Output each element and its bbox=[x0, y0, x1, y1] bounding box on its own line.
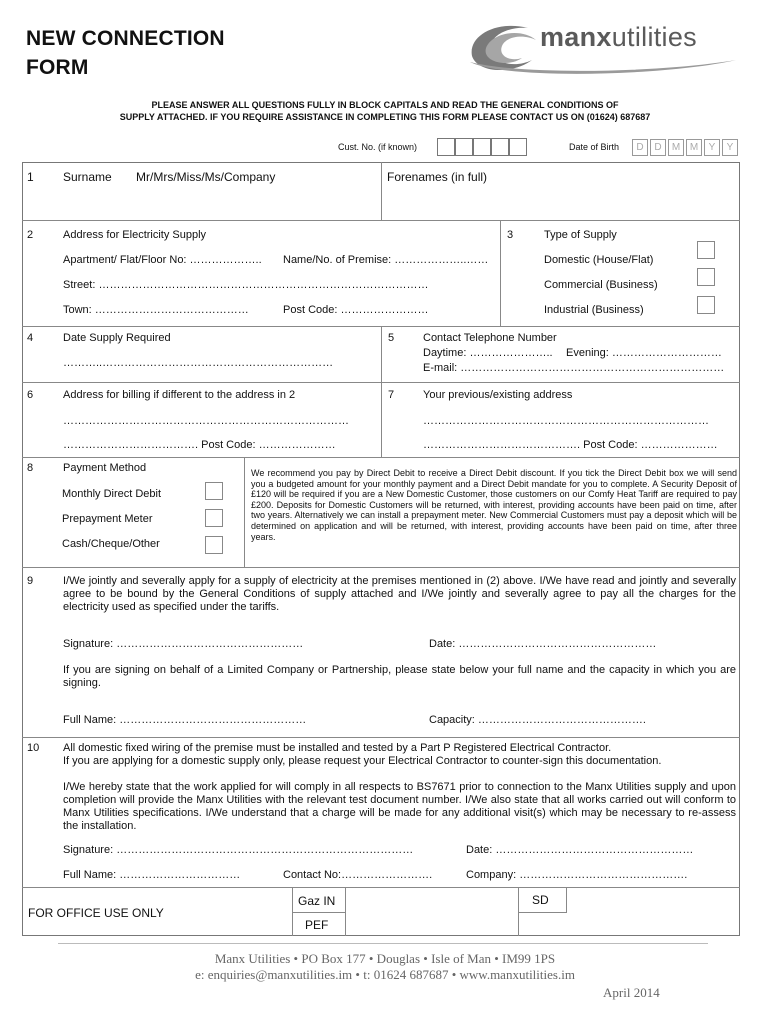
surname-label: Surname bbox=[63, 170, 112, 184]
divider bbox=[22, 220, 740, 221]
billing-address-field[interactable]: …………………………………………………………………… bbox=[63, 415, 349, 427]
signature-field[interactable]: Signature: …………………………………………… bbox=[63, 638, 304, 650]
cust-no-box[interactable] bbox=[437, 138, 455, 156]
section-number: 9 bbox=[27, 575, 34, 587]
cust-no-box[interactable] bbox=[509, 138, 527, 156]
industrial-label: Industrial (Business) bbox=[544, 304, 644, 316]
supply-address-label: Address for Electricity Supply bbox=[63, 229, 207, 241]
billing-address-label: Address for billing if different to the address in 2 bbox=[63, 389, 296, 401]
cust-no-box[interactable] bbox=[473, 138, 491, 156]
divider bbox=[22, 737, 740, 738]
compliance-statement: I/We hereby state that the work applied for will comply in all respects to BS7671 prior to connection to the Manx Utilities supply and upon completion will provide the Manx Utilities with the relevant test document number. I/We also state that all works carried out will conform to Manx Utilities specifications. I/We understand that a charge will be made for any additional visit(s) which may be necessary to re-assess the installation. bbox=[63, 781, 736, 832]
contractor-signature-field[interactable]: Signature: ……………………………………………………………………… bbox=[63, 844, 414, 856]
industrial-checkbox[interactable] bbox=[697, 296, 715, 314]
instructions bbox=[60, 99, 710, 123]
contractor-contact-field[interactable]: Contact No:……………………. bbox=[283, 869, 433, 881]
commercial-label: Commercial (Business) bbox=[544, 279, 658, 291]
forenames-label: Forenames (in full) bbox=[387, 170, 488, 184]
dob-box[interactable]: Y bbox=[722, 139, 738, 156]
title-options: Mr/Mrs/Miss/Ms/Company bbox=[136, 170, 276, 184]
previous-postcode-field[interactable]: ……………………………………. Post Code: ………………… bbox=[423, 439, 718, 451]
section-number: 2 bbox=[27, 229, 34, 241]
previous-address-field[interactable]: …………………………………………………………………… bbox=[423, 415, 709, 427]
date-field[interactable]: Date: ……………………………………………… bbox=[429, 638, 657, 650]
wiring-notice: All domestic fixed wiring of the premise must be installed and tested by a Part P Registered Electrical Contractor. bbox=[63, 742, 612, 754]
brand-bold: manx bbox=[540, 22, 612, 52]
section-number: 8 bbox=[27, 462, 34, 474]
section-number: 4 bbox=[27, 332, 34, 344]
sd-label: SD bbox=[532, 893, 549, 907]
payment-method-label: Payment Method bbox=[63, 462, 147, 474]
street-field[interactable]: Street: ……………………………………………………………………………… bbox=[63, 279, 429, 291]
divider bbox=[244, 457, 245, 567]
divider bbox=[381, 162, 382, 220]
divider bbox=[518, 912, 566, 913]
brand-rest: utilities bbox=[611, 22, 697, 52]
email-field[interactable]: E-mail: ……………………………………………………………… bbox=[423, 362, 725, 374]
full-name-field[interactable]: Full Name: …………………………………………… bbox=[63, 714, 307, 726]
postcode-field[interactable]: Post Code: …………………… bbox=[283, 304, 429, 316]
section-number: 5 bbox=[388, 332, 395, 344]
countersign-notice: If you are applying for a domestic supply only, please request your Electrical Contractor to counter-sign this documentation. bbox=[63, 755, 662, 767]
divider bbox=[292, 912, 346, 913]
instructions-line1: PLEASE ANSWER ALL QUESTIONS FULLY IN BLOCK CAPITALS AND READ THE GENERAL CONDITIONS OF bbox=[151, 100, 619, 110]
contractor-date-field[interactable]: Date: ……………………………………………… bbox=[466, 844, 694, 856]
direct-debit-note: We recommend you pay by Direct Debit to receive a Direct Debit discount. If you tick the Direct Debit box we will send you a budgeted amount for your monthly payment and a Direct Debit mandate for you to complete. A Security Deposit of £120 will be required if you are a New Domestic Customer, those customers on our Comfy Heat Tariff are required to pay £200. Deposits for Domestic Customers will be returned, with interest, providing accounts have been paid on time, after two years. Alternatively we can install a prepayment meter. New Commercial Customers must pay a deposit which will be determined on application and will be returned, with interest, providing accounts have been paid on time, after three years. bbox=[251, 468, 737, 542]
town-field[interactable]: Town: …………………………………… bbox=[63, 304, 249, 316]
footer-date: April 2014 bbox=[603, 985, 660, 1000]
prepayment-checkbox[interactable] bbox=[205, 509, 223, 527]
divider bbox=[566, 887, 567, 913]
form-title-line1: NEW CONNECTION bbox=[26, 27, 225, 50]
section-number: 3 bbox=[507, 229, 514, 241]
section-number: 10 bbox=[27, 742, 40, 754]
capacity-field[interactable]: Capacity: ………………………………………. bbox=[429, 714, 646, 726]
daytime-field[interactable]: Daytime: ………………….. bbox=[423, 347, 553, 359]
previous-address-label: Your previous/existing address bbox=[423, 389, 573, 401]
divider bbox=[22, 567, 740, 568]
contact-phone-label: Contact Telephone Number bbox=[423, 332, 557, 344]
apartment-field[interactable]: Apartment/ Flat/Floor No: ……………….. bbox=[63, 254, 262, 266]
dob-label: Date of Birth bbox=[569, 142, 620, 152]
dob-box[interactable]: Y bbox=[704, 139, 720, 156]
dob-box[interactable]: D bbox=[632, 139, 648, 156]
dob-box[interactable]: M bbox=[668, 139, 684, 156]
divider bbox=[22, 887, 740, 888]
prepayment-label: Prepayment Meter bbox=[62, 513, 153, 525]
divider bbox=[381, 326, 382, 457]
office-use-label: FOR OFFICE USE ONLY bbox=[28, 906, 164, 920]
contractor-name-field[interactable]: Full Name: …………………………… bbox=[63, 869, 241, 881]
direct-debit-label: Monthly Direct Debit bbox=[62, 488, 162, 500]
date-required-label: Date Supply Required bbox=[63, 332, 171, 344]
instructions-line2: SUPPLY ATTACHED. IF YOU REQUIRE ASSISTANCE IN COMPLETING THIS FORM PLEASE CONTACT US ON (01624) 687687 bbox=[119, 112, 651, 122]
domestic-checkbox[interactable] bbox=[697, 241, 715, 259]
commercial-checkbox[interactable] bbox=[697, 268, 715, 286]
date-required-field[interactable]: ………..……………………………………………………… bbox=[63, 357, 334, 369]
agreement-text: I/We jointly and severally apply for a supply of electricity at the premises mentioned in (2) above. I/We have read and jointly and severally agree to be bound by the General Conditions of supply attached and I/We jointly and severally agree to pay all the charges for the electricity used as specified under the tariffs. bbox=[63, 575, 736, 613]
footer-rule bbox=[58, 943, 708, 944]
gaz-in-label: Gaz IN bbox=[298, 894, 336, 908]
section-number: 1 bbox=[27, 170, 34, 184]
direct-debit-checkbox[interactable] bbox=[205, 482, 223, 500]
billing-postcode-field[interactable]: ………………………………. Post Code: ………………… bbox=[63, 439, 336, 451]
form-title bbox=[26, 24, 225, 82]
cust-no-box[interactable] bbox=[491, 138, 509, 156]
brand-name bbox=[540, 22, 697, 53]
company-note: If you are signing on behalf of a Limited Company or Partnership, please state below your full name and the capacity in which you are signing. bbox=[63, 664, 736, 689]
contractor-company-field[interactable]: Company: ………………………………………. bbox=[466, 869, 688, 881]
cash-checkbox[interactable] bbox=[205, 536, 223, 554]
evening-field[interactable]: Evening: ………………………… bbox=[566, 347, 722, 359]
footer-address: Manx Utilities • PO Box 177 • Douglas • Isle of Man • IM99 1PS bbox=[214, 951, 556, 966]
domestic-label: Domestic (House/Flat) bbox=[544, 254, 654, 266]
section-number: 7 bbox=[388, 389, 395, 401]
footer-contact: e: enquiries@manxutilities.im • t: 01624 687687 • www.manxutilities.im bbox=[195, 967, 575, 982]
divider bbox=[500, 220, 501, 326]
pef-label: PEF bbox=[305, 918, 329, 932]
form-title-line2: FORM bbox=[26, 56, 89, 79]
section-number: 6 bbox=[27, 389, 34, 401]
cust-no-label: Cust. No. (if known) bbox=[338, 142, 418, 152]
cash-label: Cash/Cheque/Other bbox=[62, 538, 160, 550]
cust-no-box[interactable] bbox=[455, 138, 473, 156]
supply-type-label: Type of Supply bbox=[544, 229, 617, 241]
dob-box[interactable]: D bbox=[650, 139, 666, 156]
dob-box[interactable]: M bbox=[686, 139, 702, 156]
divider bbox=[22, 457, 740, 458]
premise-field[interactable]: Name/No. of Premise: ………………..…… bbox=[283, 254, 489, 266]
